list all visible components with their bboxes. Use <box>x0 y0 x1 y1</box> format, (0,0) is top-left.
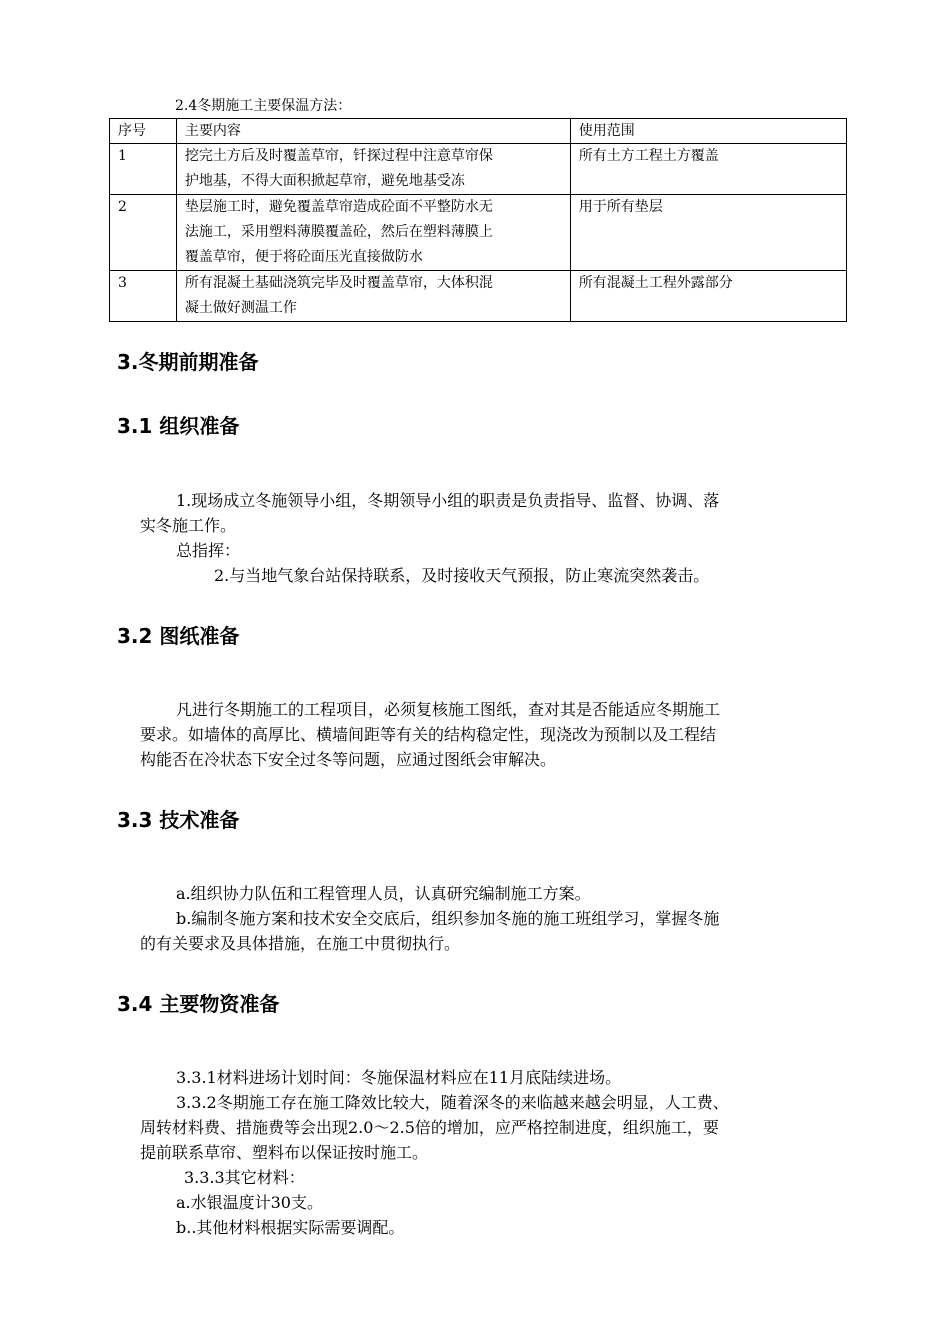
paragraph-line: 3.3.3其它材料： <box>184 1168 305 1187</box>
cell-scope: 用于所有垫层 <box>570 195 846 271</box>
content-line: 凝土做好测温工作 <box>184 300 297 316</box>
content-line: 护地基，不得大面积掀起草帘，避免地基受冻 <box>184 173 465 189</box>
insulation-methods-table <box>109 118 847 322</box>
paragraph-line: b.编制冬施方案和技术安全交底后，组织参加冬施的施工班组学习，掌握冬施 <box>176 909 720 928</box>
cell-scope: 所有混凝土工程外露部分 <box>570 271 846 322</box>
paragraph-line: a.组织协力队伍和工程管理人员，认真研究编制施工方案。 <box>176 884 591 903</box>
paragraph-line: a.水银温度计30支。 <box>176 1193 323 1212</box>
section-heading: 3.冬期前期准备 <box>117 350 259 374</box>
table-row <box>110 144 847 195</box>
paragraph-line: 构能否在冷状态下安全过冬等问题，应通过图纸会审解决。 <box>140 750 557 769</box>
header-no: 序号 <box>110 119 177 144</box>
header-scope: 使用范围 <box>570 119 846 144</box>
paragraph-line: 3.3.2冬期施工存在施工降效比较大，随着深冬的来临越来越会明显，人工费、 <box>176 1093 729 1112</box>
table-header-row <box>110 119 847 144</box>
paragraph-line: 提前联系草帘、塑料布以保证按时施工。 <box>140 1143 429 1162</box>
cell-content <box>176 195 570 271</box>
content-line: 法施工，采用塑料薄膜覆盖砼，然后在塑料薄膜上 <box>184 224 493 240</box>
content-line: 所有混凝土基础浇筑完毕及时覆盖草帘，大体积混 <box>184 275 493 291</box>
cell-no: 2 <box>110 195 177 271</box>
content-line: 垫层施工时，避免覆盖草帘造成砼面不平整防水无 <box>184 199 493 215</box>
paragraph-line: 2.与当地气象台站保持联系，及时接收天气预报，防止寒流突然袭击。 <box>214 566 710 585</box>
cell-scope: 所有土方工程土方覆盖 <box>570 144 846 195</box>
header-content: 主要内容 <box>176 119 570 144</box>
table-caption: 2.4冬期施工主要保温方法： <box>175 98 352 114</box>
section-heading: 3.2 图纸准备 <box>117 624 240 648</box>
content-line: 覆盖草帘，便于将砼面压光直接做防水 <box>184 249 423 265</box>
paragraph-line: 凡进行冬期施工的工程项目，必须复核施工图纸，查对其是否能适应冬期施工 <box>176 700 721 719</box>
paragraph-line: 实冬施工作。 <box>140 516 237 535</box>
section-heading: 3.3 技术准备 <box>117 808 240 832</box>
paragraph-line: 周转材料费、措施费等会出现2.0～2.5倍的增加，应严格控制进度，组织施工，要 <box>140 1118 719 1137</box>
cell-content <box>176 271 570 322</box>
table-row <box>110 195 847 271</box>
paragraph-line: 1.现场成立冬施领导小组，冬期领导小组的职责是负责指导、监督、协调、落 <box>176 491 720 510</box>
paragraph-line: 要求。如墙体的高厚比、横墙间距等有关的结构稳定性，现浇改为预制以及工程结 <box>140 725 717 744</box>
paragraph-line: 3.3.1材料进场计划时间：冬施保温材料应在11月底陆续进场。 <box>176 1068 622 1087</box>
cell-no: 3 <box>110 271 177 322</box>
content-line: 挖完土方后及时覆盖草帘，钎探过程中注意草帘保 <box>184 148 493 164</box>
cell-content <box>176 144 570 195</box>
section-heading: 3.4 主要物资准备 <box>117 992 280 1016</box>
section-heading: 3.1 组织准备 <box>117 414 240 438</box>
paragraph-line: 总指挥： <box>176 541 241 560</box>
cell-no: 1 <box>110 144 177 195</box>
paragraph-line: 的有关要求及具体措施，在施工中贯彻执行。 <box>140 934 461 953</box>
table-row <box>110 271 847 322</box>
paragraph-line: b..其他材料根据实际需要调配。 <box>176 1218 405 1237</box>
